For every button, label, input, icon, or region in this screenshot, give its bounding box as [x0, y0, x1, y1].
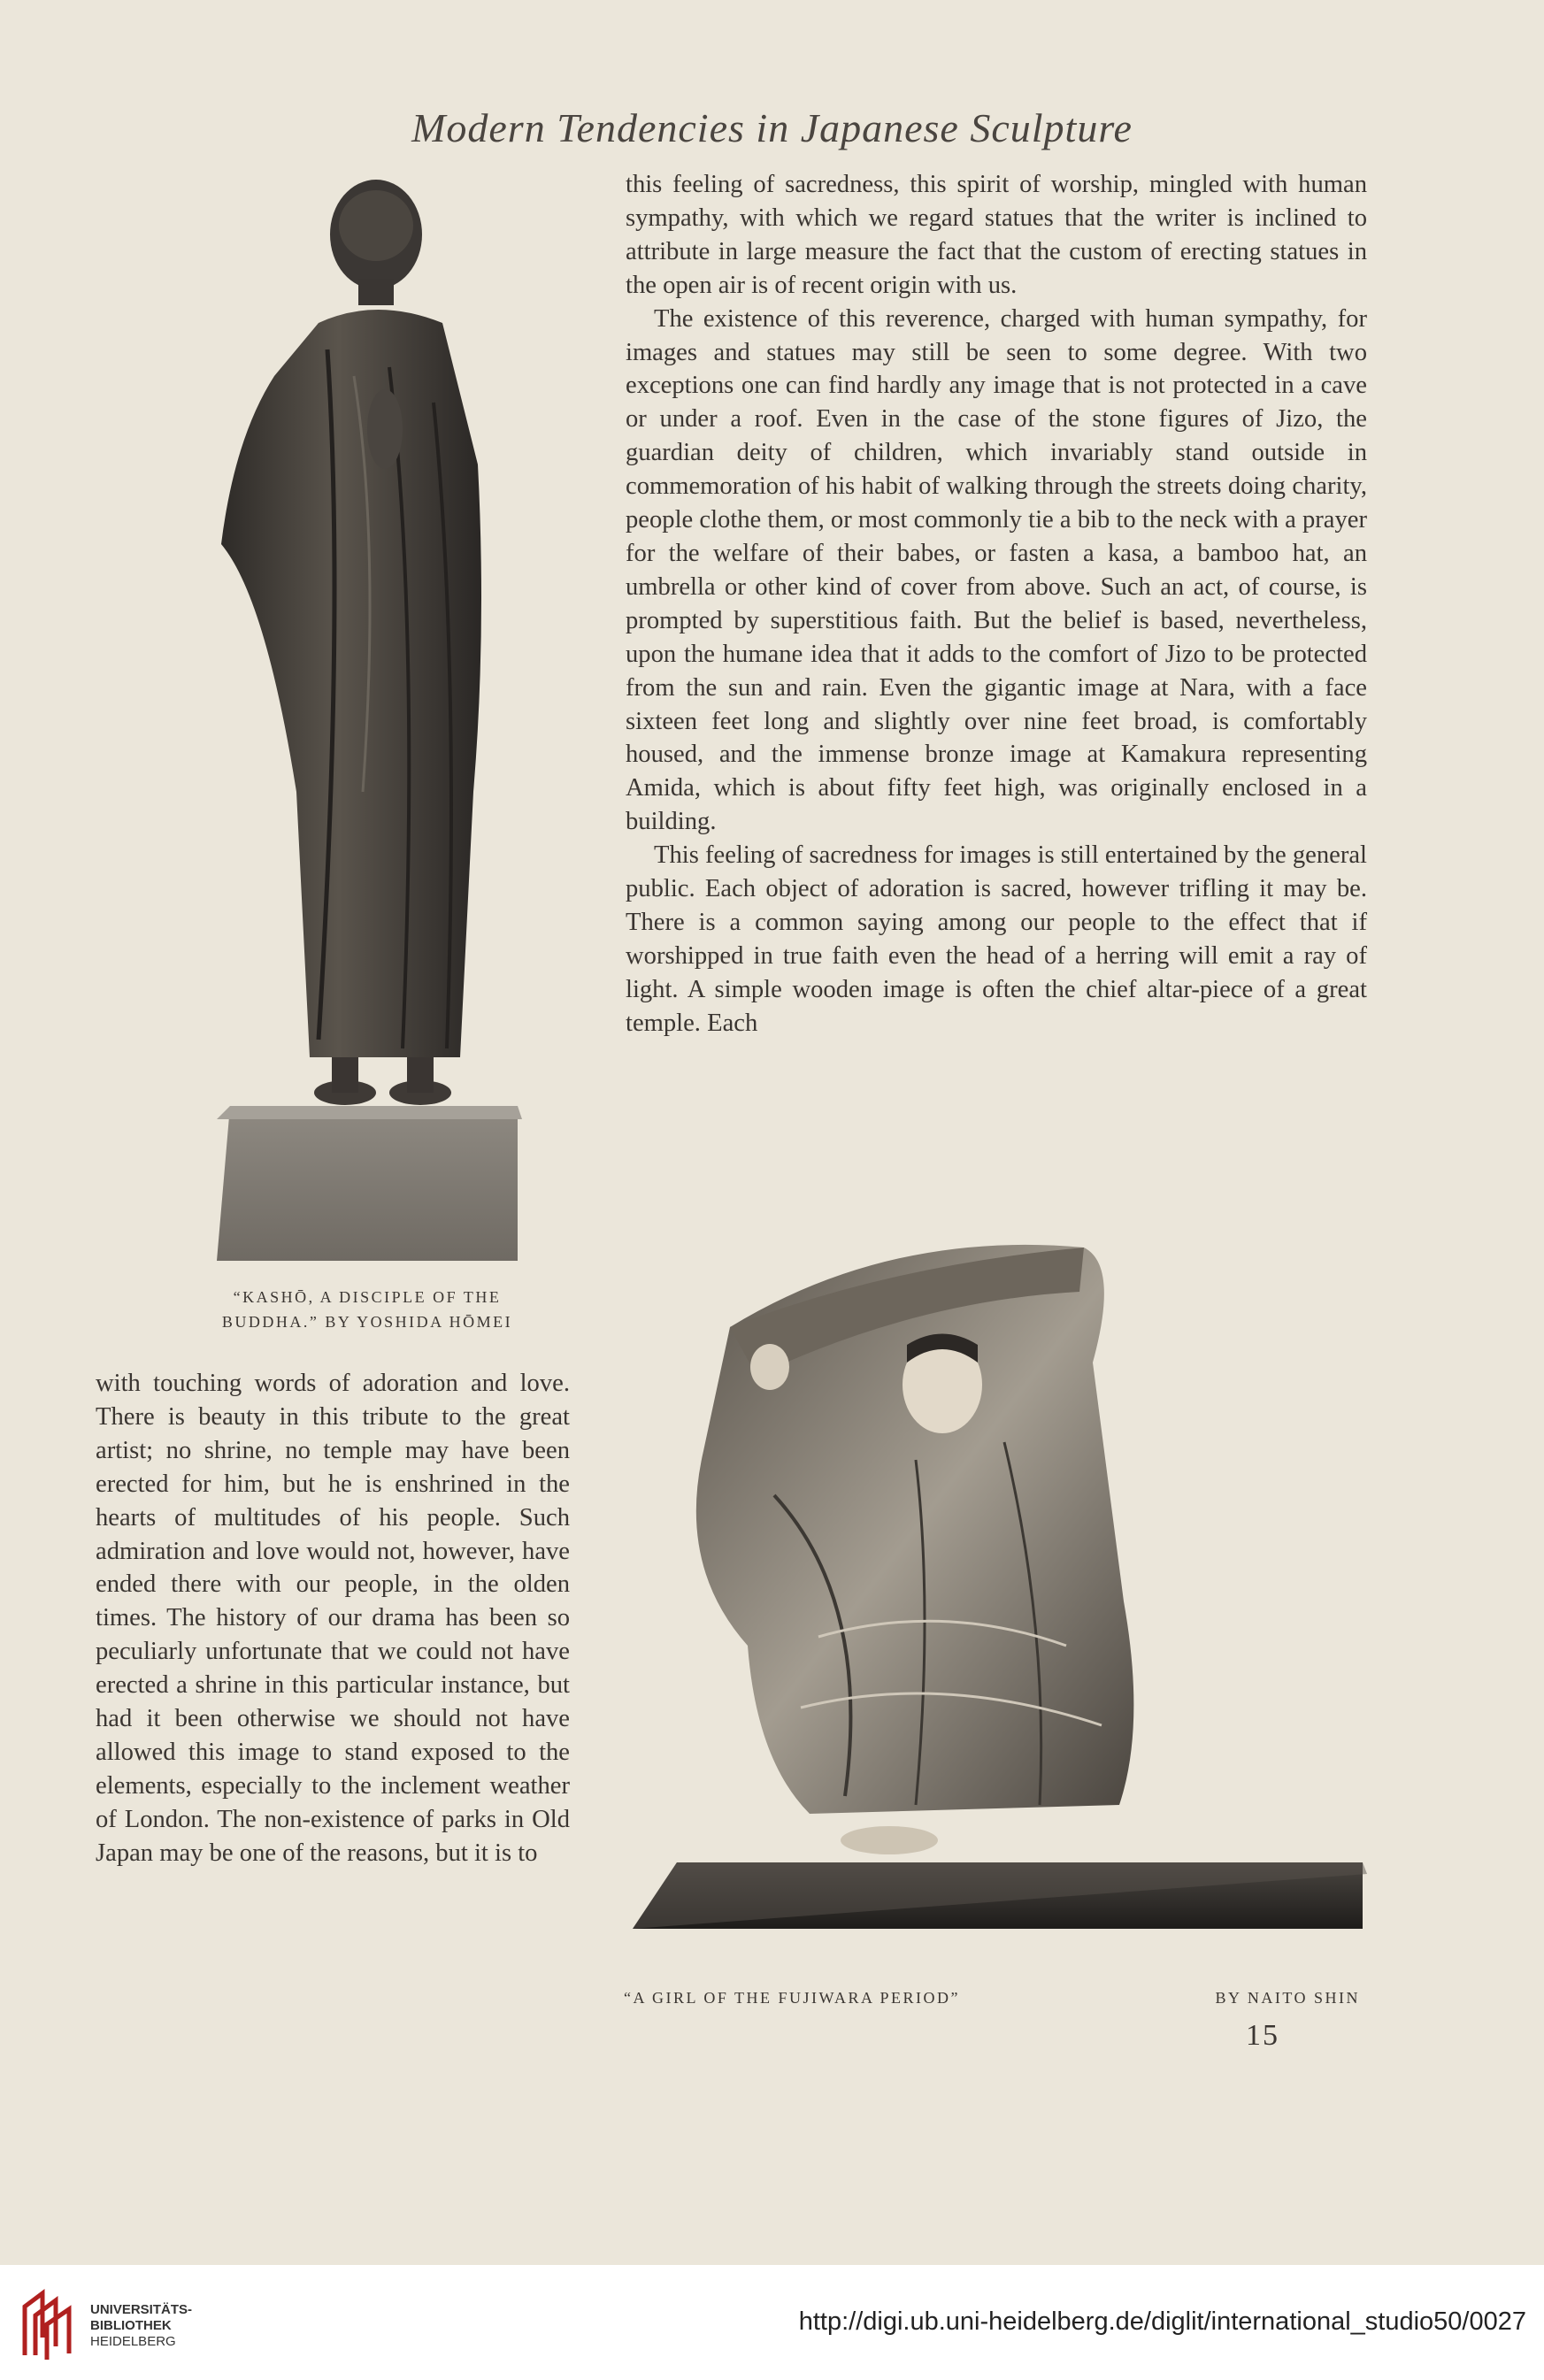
- paragraph: The existence of this reverence, charged with human sympathy, for images and statues may still be seen to some degree. With two exceptions one can find hardly any image that is not protected in a cave or under a roof. Even in the case of the stone figures of Jizo, the guardian deity of children, which invariably stand outside in commemoration of his habit of walking through the streets doing charity, people clothe them, or most commonly tie a bib to the neck with a prayer for the welfare of their babes, or fasten a kasa, a bamboo hat, an umbrella or other kind of cover from above. Such an act, of course, is prompted by superstitious faith. But the belief is based, nevertheless, upon the humane idea that it adds to the comfort of Jizo to be protected from the sun and rain. Even the gigantic image at Nara, with a face sixteen feet long and slightly over nine feet broad, is comfortably housed, and the immense bronze image at Kamakura representing Amida, which is about fifty feet high, was originally enclosed in a building.: [626, 304, 1367, 836]
- paragraph: This feeling of sacredness for images is still entertained by the general public. Each object of adoration is sacred, however trifling it may be. There is a common saying among our people to the effect that if worshipped in true faith even the head of a herring will emit a ray of light. A simple wooden image is often the chief altar-piece of a great temple. Each: [626, 841, 1367, 1037]
- library-name-line3: HEIDELBERG: [90, 2334, 176, 2349]
- running-title: Modern Tendencies in Japanese Sculpture: [411, 105, 1133, 150]
- library-name: [90, 2302, 192, 2350]
- paragraph: with touching words of adoration and love. There is beauty in this tribute to the great artist; no shrine, no temple may have been erected for him, but he is enshrined in the hearts of multitudes of his people. Such admiration and love would not, however, have ended there with our people, in the olden times. The history of our drama has been so peculiarly unfortunate that we could not have erected a shrine in this particular instance, but had it been otherwise we should not have allowed this image to stand exposed to the elements, especially to the inclement weather of London. The non-existence of parks in Old Japan may be one of the reasons, but it is to: [96, 1370, 570, 1867]
- figure1-caption: [168, 1285, 566, 1334]
- right-text-column: [626, 168, 1367, 1040]
- source-url-link[interactable]: http://digi.ub.uni-heidelberg.de/diglit/international_studio50/0027: [798, 2307, 1526, 2336]
- library-name-line2: BIBLIOTHEK: [90, 2318, 172, 2333]
- paragraph: this feeling of sacredness, this spirit of worship, mingled with human sympathy, with which we regard statues that the writer is inclined to attribute in large measure the fact that the custom of erecting statues in the open air is of recent origin with us.: [626, 171, 1367, 299]
- university-library-logo-icon: [16, 2284, 87, 2364]
- figure2-caption-title: “A GIRL OF THE FUJIWARA PERIOD”: [624, 1989, 961, 2007]
- fujiwara-girl-statue-photo: [624, 1230, 1367, 1955]
- figure2-caption-artist: BY NAITO SHIN: [1215, 1989, 1360, 2007]
- library-name-line1: UNIVERSITÄTS-: [90, 2302, 193, 2317]
- digitization-footer: [0, 2265, 1544, 2380]
- kasho-statue-photo: [212, 173, 522, 1261]
- figure1-caption-line1: “KASHŌ, A DISCIPLE OF THE: [233, 1288, 502, 1306]
- left-text-column: [96, 1367, 570, 1870]
- page-number: 15: [1246, 2019, 1279, 2052]
- figure1-caption-line2: BUDDHA.” BY YOSHIDA HŌMEI: [221, 1313, 513, 1331]
